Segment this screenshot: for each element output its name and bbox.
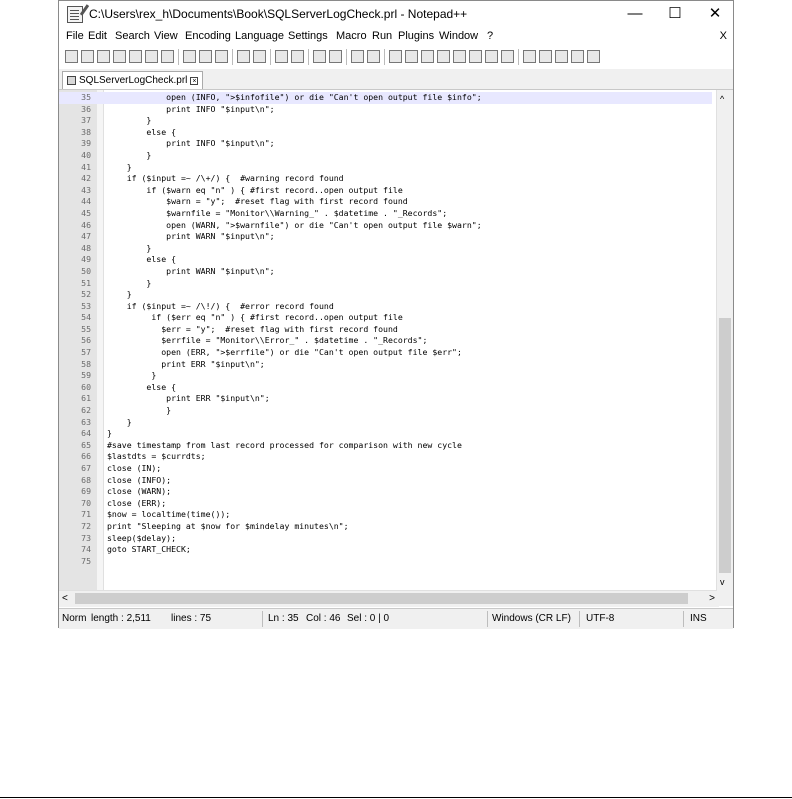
line-number: 49 [81, 254, 91, 265]
page-bottom-rule [0, 797, 792, 798]
maximize-button[interactable]: ☐ [668, 5, 682, 22]
line-number: 68 [81, 474, 91, 485]
folder-workspace-icon[interactable] [485, 50, 498, 63]
horizontal-scroll-thumb[interactable] [75, 593, 688, 604]
record-macro-icon[interactable] [523, 50, 536, 63]
code-editor[interactable] [59, 90, 733, 590]
line-text[interactable]: } [107, 370, 157, 381]
line-text[interactable]: print INFO "$input\n"; [107, 138, 275, 149]
line-text[interactable]: close (INFO); [107, 474, 172, 485]
line-number: 43 [81, 184, 91, 195]
line-number: 60 [81, 381, 91, 392]
code-line[interactable] [59, 475, 712, 487]
tab-label: SQLServerLogCheck.prl [79, 75, 188, 86]
line-text[interactable]: else { [107, 254, 177, 265]
line-text[interactable]: print "Sleeping at $now for $mindelay minutes\n"; [107, 520, 349, 531]
scrollbar-corner [717, 590, 733, 606]
minimize-button[interactable]: — [627, 5, 643, 22]
line-number: 62 [81, 405, 91, 416]
line-text[interactable]: } [107, 115, 152, 126]
code-line[interactable] [59, 486, 712, 498]
vertical-scroll-thumb[interactable] [719, 318, 731, 573]
code-line[interactable] [59, 393, 712, 405]
show-all-chars-icon[interactable] [405, 50, 418, 63]
code-line[interactable] [59, 208, 712, 220]
line-text[interactable]: $warn = "y"; #reset flag with first record found [107, 196, 408, 207]
code-line[interactable] [59, 127, 712, 139]
code-line[interactable] [59, 533, 712, 545]
code-line[interactable] [59, 521, 712, 533]
close-button[interactable]: ✕ [708, 5, 722, 22]
menu-bar [59, 27, 733, 46]
line-text[interactable]: $warnfile = "Monitor\\Warning_" . $datetime . "_Records"; [107, 207, 448, 218]
line-number: 74 [81, 544, 91, 555]
status-lines: lines : 75 [171, 613, 212, 624]
line-text[interactable]: print ERR "$input\n"; [107, 393, 270, 404]
code-line[interactable] [59, 556, 712, 568]
vertical-scrollbar[interactable] [716, 90, 733, 590]
tab-close-icon[interactable]: × [192, 77, 197, 85]
line-text[interactable]: close (ERR); [107, 497, 167, 508]
code-line[interactable] [59, 104, 712, 116]
title-bar[interactable] [59, 1, 733, 27]
line-number: 50 [81, 265, 91, 276]
line-text[interactable]: open (ERR, ">$errfile") or die "Can't open output file $err"; [107, 347, 462, 358]
status-separator [683, 611, 684, 627]
line-text[interactable]: open (INFO, ">$infofile") or die "Can't open output file $info"; [107, 92, 482, 102]
code-line[interactable] [59, 359, 712, 371]
indent-guide-icon[interactable] [421, 50, 434, 63]
line-text[interactable]: if ($input =~ /\!/) { #error record found [107, 300, 334, 311]
run-macro-multiple-icon[interactable] [571, 50, 584, 63]
redo-icon[interactable] [253, 50, 266, 63]
sync-vertical-icon[interactable] [351, 50, 364, 63]
line-text[interactable]: goto START_CHECK; [107, 544, 191, 555]
line-number: 65 [81, 439, 91, 450]
code-line[interactable] [59, 173, 712, 185]
line-text[interactable]: $err = "y"; #reset flag with first record found [107, 323, 398, 334]
line-number: 66 [81, 451, 91, 462]
status-separator [579, 611, 580, 627]
status-separator [487, 611, 488, 627]
line-number: 48 [81, 242, 91, 253]
toolbar-separator [270, 49, 271, 65]
line-text[interactable]: } [107, 149, 152, 160]
toolbar-separator [178, 49, 179, 65]
print-icon[interactable] [161, 50, 174, 63]
save-macro-icon[interactable] [587, 50, 600, 63]
code-line[interactable] [59, 231, 712, 243]
line-number: 70 [81, 497, 91, 508]
menu-settings[interactable]: Settings [288, 30, 328, 42]
line-text[interactable]: print INFO "$input\n"; [107, 103, 275, 114]
line-number: 41 [81, 161, 91, 172]
line-text[interactable]: sleep($delay); [107, 532, 177, 543]
status-separator [262, 611, 263, 627]
code-line[interactable] [59, 289, 712, 301]
code-line[interactable] [59, 220, 712, 232]
document-map-icon[interactable] [453, 50, 466, 63]
code-line[interactable] [59, 324, 712, 336]
line-number: 75 [81, 555, 91, 566]
line-number: 69 [81, 486, 91, 497]
status-column: Col : 46 [306, 613, 341, 624]
line-text[interactable]: else { [107, 381, 177, 392]
undo-icon[interactable] [237, 50, 250, 63]
line-text[interactable]: } [107, 277, 152, 288]
line-number: 71 [81, 509, 91, 520]
line-number: 61 [81, 393, 91, 404]
close-document-button[interactable]: X [719, 30, 727, 42]
code-line[interactable] [59, 185, 712, 197]
status-eol: Windows (CR LF) [492, 613, 571, 624]
menu-run[interactable]: Run [372, 30, 393, 42]
code-line[interactable] [59, 417, 712, 429]
code-line[interactable] [59, 335, 712, 347]
toolbar-separator [518, 49, 519, 65]
toolbar-separator [384, 49, 385, 65]
line-text[interactable]: close (WARN); [107, 486, 172, 497]
replace-icon[interactable] [291, 50, 304, 63]
tab-sqlserverlogcheck[interactable] [62, 71, 203, 89]
line-number: 73 [81, 532, 91, 543]
toolbar-separator [232, 49, 233, 65]
code-line[interactable] [59, 498, 712, 510]
status-encoding: UTF-8 [586, 613, 615, 624]
line-text[interactable]: } [107, 161, 132, 172]
user-language-icon[interactable] [437, 50, 450, 63]
code-line[interactable] [59, 370, 712, 382]
line-number: 64 [81, 428, 91, 439]
code-line[interactable] [59, 312, 712, 324]
cut-icon[interactable] [183, 50, 196, 63]
status-bar [59, 608, 733, 629]
line-text[interactable]: if ($warn eq "n" ) { #first record..open output file [107, 184, 403, 195]
line-text[interactable]: else { [107, 126, 177, 137]
menu-plugins[interactable]: Plugins [398, 30, 435, 42]
stop-macro-icon[interactable] [539, 50, 552, 63]
code-line[interactable] [59, 451, 712, 463]
menu-macro[interactable]: Macro [336, 30, 367, 42]
close-all-icon[interactable] [145, 50, 158, 63]
sync-horizontal-icon[interactable] [367, 50, 380, 63]
line-number: 57 [81, 347, 91, 358]
zoom-out-icon[interactable] [329, 50, 342, 63]
code-line[interactable] [59, 115, 712, 127]
menu-edit[interactable]: Edit [88, 30, 107, 42]
line-number: 67 [81, 463, 91, 473]
toolbar-separator [308, 49, 309, 65]
menu-file[interactable]: File [66, 30, 84, 42]
code-line[interactable] [59, 266, 712, 278]
word-wrap-icon[interactable] [389, 50, 402, 63]
code-line[interactable] [59, 463, 712, 475]
saved-file-icon [67, 76, 76, 85]
line-number: 56 [81, 335, 91, 346]
menu-encoding[interactable]: Encoding [185, 30, 231, 42]
line-text[interactable]: if ($input =~ /\+/) { #warning record found [107, 173, 344, 184]
line-number: 63 [81, 416, 91, 427]
line-number: 47 [81, 231, 91, 242]
tab-bar [59, 69, 733, 90]
line-text[interactable]: print WARN "$input\n"; [107, 231, 275, 242]
code-line[interactable] [59, 440, 712, 452]
code-line[interactable] [59, 196, 712, 208]
line-text[interactable]: print WARN "$input\n"; [107, 265, 275, 276]
scroll-down-arrow-icon[interactable]: v [720, 577, 725, 587]
new-file-icon[interactable] [65, 50, 78, 63]
status-line-number: Ln : 35 [268, 613, 299, 624]
status-length: length : 2,511 [91, 613, 151, 624]
code-line[interactable] [59, 138, 712, 150]
status-file-type: Norm [62, 613, 87, 624]
line-number: 35 [81, 92, 91, 102]
line-text[interactable]: #save timestamp from last record processed for comparison with new cycle [107, 439, 462, 450]
status-insert-mode: INS [690, 613, 707, 624]
toolbar-separator [346, 49, 347, 65]
code-line[interactable] [59, 382, 712, 394]
line-number: 53 [81, 300, 91, 311]
find-icon[interactable] [275, 50, 288, 63]
open-file-icon[interactable] [81, 50, 94, 63]
code-line[interactable] [59, 405, 712, 417]
code-line[interactable] [59, 243, 712, 255]
code-line[interactable] [59, 509, 712, 521]
horizontal-scrollbar[interactable] [59, 590, 719, 607]
code-line[interactable] [59, 301, 712, 313]
line-text[interactable]: $now = localtime(time()); [107, 509, 231, 520]
save-all-icon[interactable] [113, 50, 126, 63]
menu-view[interactable]: View [154, 30, 178, 42]
line-text[interactable]: print ERR "$input\n"; [107, 358, 265, 369]
line-text[interactable]: open (WARN, ">$warnfile") or die "Can't open output file $warn"; [107, 219, 482, 230]
paste-icon[interactable] [215, 50, 228, 63]
monitoring-icon[interactable] [501, 50, 514, 63]
line-number: 52 [81, 289, 91, 300]
function-list-icon[interactable] [469, 50, 482, 63]
line-number: 59 [81, 370, 91, 381]
line-number: 42 [81, 173, 91, 184]
menu-help[interactable]: ? [487, 30, 494, 42]
status-selection: Sel : 0 | 0 [347, 613, 390, 624]
notepad-app-icon [67, 6, 83, 23]
play-macro-icon[interactable] [555, 50, 568, 63]
code-line[interactable] [59, 347, 712, 359]
notepadpp-window [58, 0, 734, 628]
code-line[interactable] [59, 544, 712, 556]
line-number: 40 [81, 149, 91, 160]
line-text[interactable]: close (IN); [107, 463, 162, 473]
line-number: 55 [81, 323, 91, 334]
copy-icon[interactable] [199, 50, 212, 63]
line-number: 54 [81, 312, 91, 323]
close-file-icon[interactable] [129, 50, 142, 63]
menu-search[interactable]: Search [115, 30, 150, 42]
line-text[interactable]: $lastdts = $currdts; [107, 451, 206, 462]
code-line[interactable] [59, 428, 712, 440]
code-line[interactable] [59, 254, 712, 266]
line-text[interactable]: } [107, 416, 132, 427]
line-number: 44 [81, 196, 91, 207]
line-text[interactable]: if ($err eq "n" ) { #first record..open output file [107, 312, 403, 323]
menu-window[interactable]: Window [439, 30, 479, 42]
line-text[interactable]: $errfile = "Monitor\\Error_" . $datetime . "_Records"; [107, 335, 428, 346]
code-lines[interactable] [59, 92, 712, 567]
line-text[interactable]: } [107, 428, 112, 439]
code-line[interactable] [59, 92, 712, 104]
line-number: 36 [81, 103, 91, 114]
window-title: C:\Users\rex_h\Documents\Book\SQLServerLogCheck.prl - Notepad++ [89, 7, 468, 21]
line-number: 37 [81, 115, 91, 126]
line-number: 39 [81, 138, 91, 149]
line-number: 58 [81, 358, 91, 369]
line-number: 46 [81, 219, 91, 230]
line-text[interactable]: } [107, 289, 132, 300]
line-text[interactable]: } [107, 405, 172, 416]
code-line[interactable] [59, 162, 712, 174]
line-number: 38 [81, 126, 91, 137]
line-number: 72 [81, 520, 91, 531]
menu-language[interactable]: Language [235, 30, 284, 42]
toolbar [59, 46, 733, 68]
line-text[interactable]: } [107, 242, 152, 253]
code-line[interactable] [59, 150, 712, 162]
line-number: 51 [81, 277, 91, 288]
zoom-in-icon[interactable] [313, 50, 326, 63]
code-line[interactable] [59, 278, 712, 290]
scroll-left-arrow-icon[interactable]: < [62, 593, 68, 604]
line-number: 45 [81, 207, 91, 218]
scroll-up-arrow-icon[interactable]: ^ [720, 94, 725, 104]
save-icon[interactable] [97, 50, 110, 63]
scroll-right-arrow-icon[interactable]: > [709, 593, 715, 604]
